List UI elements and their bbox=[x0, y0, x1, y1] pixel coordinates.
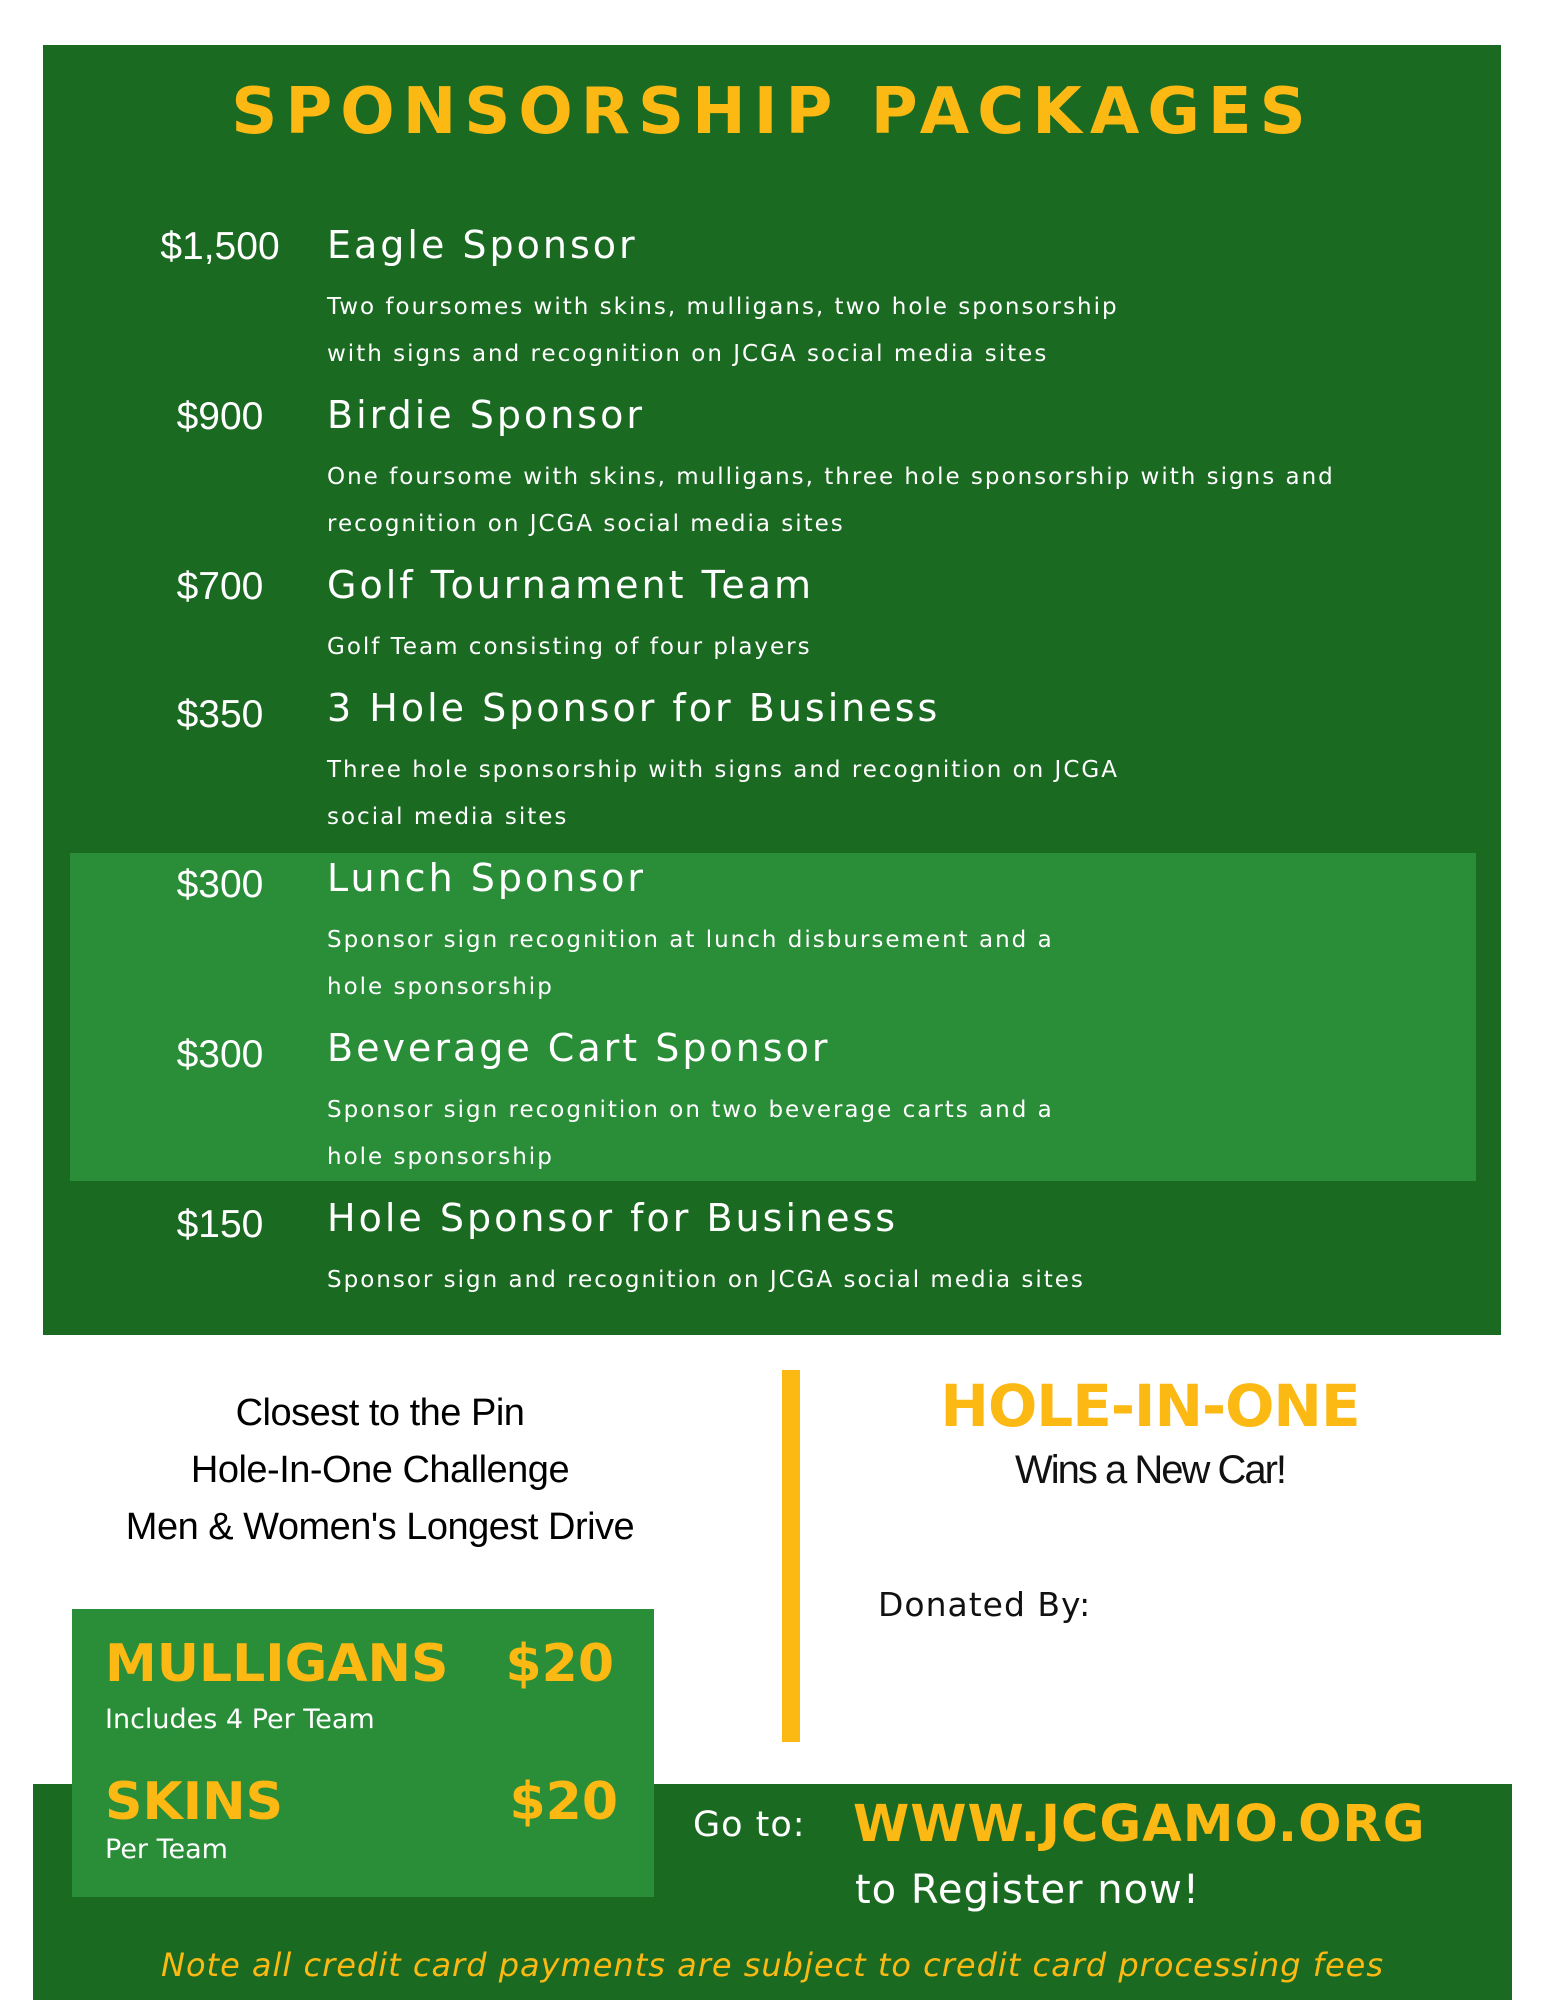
skins-price: $20 bbox=[509, 1772, 618, 1832]
description-line: One foursome with skins, mulligans, three hole sponsorship with signs and bbox=[327, 464, 1335, 490]
hole-in-one-title: HOLE-IN-ONE bbox=[940, 1372, 1360, 1440]
package-name: Eagle Sponsor bbox=[327, 223, 638, 267]
vertical-divider bbox=[782, 1370, 800, 1742]
package-description bbox=[327, 1257, 1085, 1304]
package-description bbox=[327, 917, 1054, 1011]
contest-item: Men & Women's Longest Drive bbox=[125, 1506, 635, 1548]
mulligans-label: MULLIGANS bbox=[105, 1634, 449, 1694]
extras-price-box bbox=[72, 1609, 654, 1897]
description-line: Three hole sponsorship with signs and recognition on JCGA bbox=[327, 757, 1119, 783]
fees-note: Note all credit card payments are subject to credit card processing fees bbox=[161, 1946, 1384, 1984]
contest-item: Closest to the Pin bbox=[235, 1392, 525, 1434]
website-link[interactable]: WWW.JCGAMO.ORG bbox=[853, 1795, 1426, 1854]
contest-item: Hole-In-One Challenge bbox=[190, 1449, 570, 1491]
package-name: 3 Hole Sponsor for Business bbox=[327, 686, 941, 730]
package-description bbox=[327, 624, 812, 671]
skins-label: SKINS bbox=[105, 1772, 284, 1832]
description-line: hole sponsorship bbox=[327, 974, 554, 1000]
package-description bbox=[327, 284, 1119, 378]
description-line: Sponsor sign and recognition on JCGA social media sites bbox=[327, 1267, 1085, 1293]
package-name: Hole Sponsor for Business bbox=[327, 1196, 899, 1240]
package-price: $300 bbox=[176, 1033, 264, 1076]
package-name: Golf Tournament Team bbox=[327, 563, 815, 607]
description-line: Sponsor sign recognition at lunch disbursement and a bbox=[327, 927, 1054, 953]
package-price: $350 bbox=[176, 693, 264, 736]
package-price: $300 bbox=[176, 863, 264, 906]
package-description bbox=[327, 454, 1335, 548]
description-line: social media sites bbox=[327, 804, 569, 830]
package-price: $700 bbox=[176, 565, 264, 608]
goto-label: Go to: bbox=[693, 1805, 806, 1845]
contest-list bbox=[60, 1385, 700, 1556]
package-price: $1,500 bbox=[160, 225, 280, 268]
description-line: hole sponsorship bbox=[327, 1144, 554, 1170]
description-line: recognition on JCGA social media sites bbox=[327, 511, 845, 537]
page-title: SPONSORSHIP PACKAGES bbox=[231, 75, 1314, 149]
description-line: with signs and recognition on JCGA social media sites bbox=[327, 341, 1049, 367]
description-line: Two foursomes with skins, mulligans, two hole sponsorship bbox=[327, 294, 1119, 320]
package-price: $900 bbox=[176, 395, 264, 438]
skins-note: Per Team bbox=[105, 1834, 228, 1865]
register-cta: to Register now! bbox=[855, 1867, 1200, 1913]
package-description bbox=[327, 1087, 1054, 1181]
description-line: Sponsor sign recognition on two beverage carts and a bbox=[327, 1097, 1054, 1123]
mulligans-note: Includes 4 Per Team bbox=[105, 1704, 375, 1735]
package-description bbox=[327, 747, 1119, 841]
hole-in-one-subtitle: Wins a New Car! bbox=[1014, 1448, 1286, 1492]
donated-by-label: Donated By: bbox=[878, 1585, 1092, 1624]
mulligans-price: $20 bbox=[505, 1634, 614, 1694]
package-name: Birdie Sponsor bbox=[327, 393, 645, 437]
package-name: Beverage Cart Sponsor bbox=[327, 1026, 831, 1070]
package-price: $150 bbox=[176, 1203, 264, 1246]
package-name: Lunch Sponsor bbox=[327, 856, 646, 900]
description-line: Golf Team consisting of four players bbox=[327, 634, 812, 660]
